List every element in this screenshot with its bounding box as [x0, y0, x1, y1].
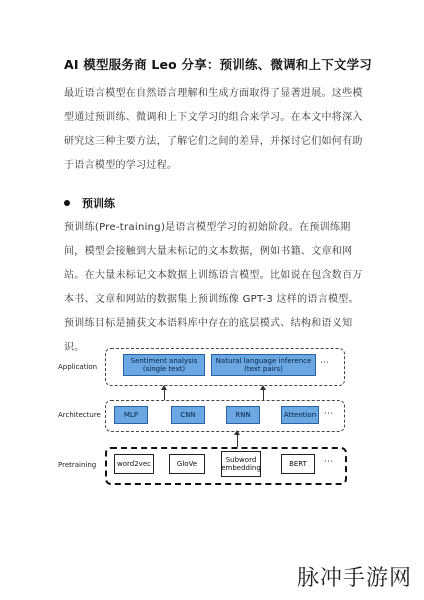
more-dots-pretraining: ⋯: [324, 457, 334, 467]
pretraining-cell: Subword embedding: [221, 451, 261, 477]
arrow-head: [260, 385, 266, 390]
architecture-cell: RNN: [226, 406, 260, 424]
pretraining-cell: BERT: [281, 454, 315, 474]
section-heading: 预训练: [82, 197, 115, 210]
layer-label-application: Application: [58, 363, 98, 371]
section-heading-row: [64, 195, 115, 211]
arrow-head: [161, 385, 167, 390]
architecture-cell: CNN: [171, 406, 205, 424]
application-cell: Sentiment analysis (single text): [123, 354, 205, 376]
more-dots-architecture: ⋯: [324, 409, 334, 419]
arrow-head: [234, 430, 240, 435]
pretraining-cell: GloVe: [169, 454, 205, 474]
layer-label-pretraining: Pretraining: [58, 461, 97, 469]
section-paragraph: 预训练(Pre-training)是语言模型学习的初始阶段。在预训练期间，模型会接触到大量未标记的文本数据，例如书籍、文章和网站。在大量未标记文本数据上训练语言模型。比如说在包含数百万本书、文章和网站的数据集上预训练像 GPT-3 这样的语言模型。预训练目标是捕获文本语料库中存在的底层模式、结构和语义知识。: [64, 222, 363, 353]
arrow-line: [237, 433, 238, 447]
article-title: AI 模型服务商 Leo 分享：预训练、微调和上下文学习: [64, 57, 373, 72]
more-dots-application: ⋯: [320, 358, 330, 368]
watermark-logo: 脉冲手游网: [296, 566, 412, 591]
application-cell: Natural language inference (text pairs): [211, 354, 316, 376]
layer-label-architecture: Architecture: [58, 411, 101, 419]
nlp-layers-diagram: [58, 338, 358, 488]
bullet-icon: [64, 200, 70, 206]
pretraining-cell: word2vec: [114, 454, 154, 474]
architecture-cell: Attention: [281, 406, 319, 424]
architecture-cell: MLP: [114, 406, 148, 424]
intro-paragraph: 最近语言模型在自然语言理解和生成方面取得了显著进展。这些模型通过预训练、微调和上下文学习的组合来学习。在本文中将深入研究这三种主要方法，了解它们之间的差异，并探讨它们如何有助于语言模型的学习过程。: [64, 88, 363, 171]
